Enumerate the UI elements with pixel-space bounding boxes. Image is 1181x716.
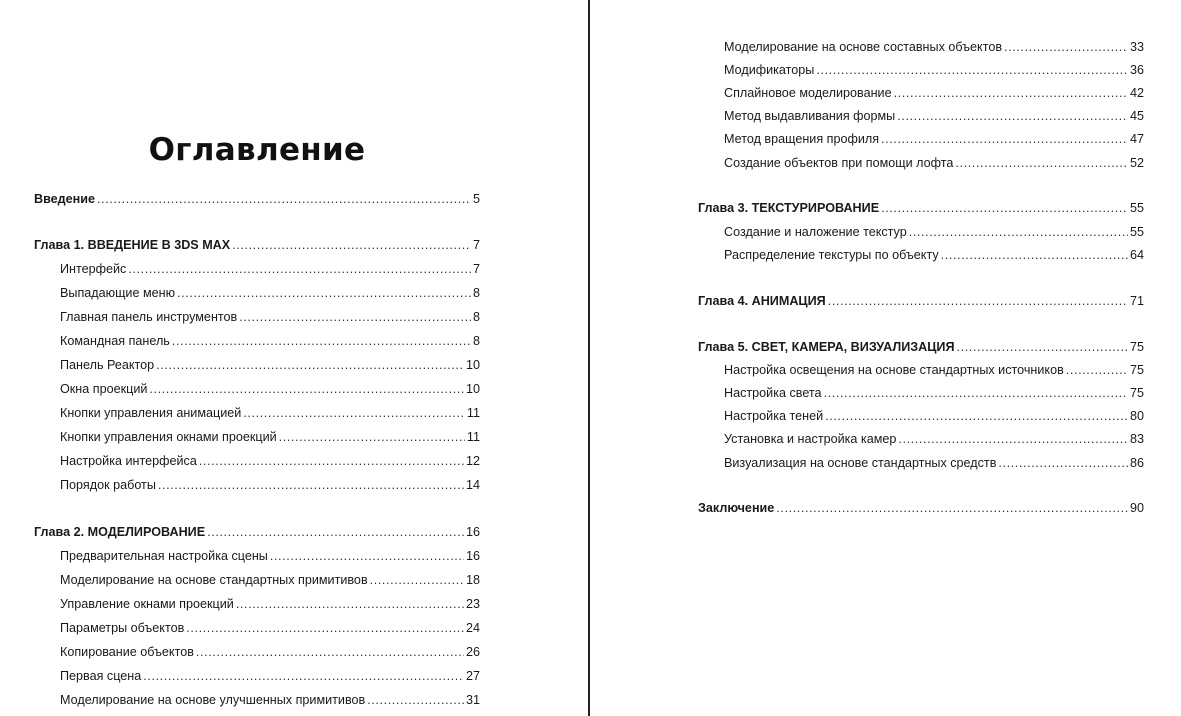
toc-entry-page: 52 <box>1129 156 1144 170</box>
dot-leader <box>243 405 465 421</box>
toc-entry-label: Модификаторы <box>724 63 815 77</box>
toc-entry-label: Моделирование на основе составных объектов <box>724 40 1003 54</box>
toc-entry-page: 31 <box>465 693 480 707</box>
toc-entry-page: 47 <box>1129 132 1144 146</box>
dot-leader <box>239 309 471 325</box>
toc-section-entry <box>60 381 480 397</box>
toc-entry-page: 8 <box>472 334 480 348</box>
toc-section-entry <box>724 39 1144 55</box>
toc-entry-label: Управление окнами проекций <box>60 597 234 611</box>
toc-section-entry <box>60 572 480 588</box>
toc-entry-label: Создание и наложение текстур <box>724 225 907 239</box>
dot-leader <box>143 668 464 684</box>
dot-leader <box>279 429 465 445</box>
toc-section-entry <box>60 309 480 325</box>
toc-entry-page: 42 <box>1129 86 1144 100</box>
toc-section-entry <box>724 431 1144 447</box>
toc-entry-page: 64 <box>1129 248 1144 262</box>
dot-leader <box>955 155 1128 171</box>
toc-entry-page: 71 <box>1129 294 1144 308</box>
toc-entry-page: 11 <box>466 430 480 444</box>
dot-leader <box>367 692 464 708</box>
toc-entry-label: Выпадающие меню <box>60 286 176 300</box>
toc-entry-page: 8 <box>472 286 480 300</box>
toc-entry-page: 14 <box>465 478 480 492</box>
dot-leader <box>149 381 464 397</box>
toc-section-entry <box>724 408 1144 424</box>
toc-entry-page: 12 <box>465 454 480 468</box>
toc-entry-label: Интерфейс <box>60 262 127 276</box>
dot-leader <box>207 524 464 540</box>
toc-entry-page: 18 <box>465 573 480 587</box>
toc-section-entry <box>60 261 480 277</box>
toc-section-entry <box>724 155 1144 171</box>
dot-leader <box>236 596 464 612</box>
toc-section-entry <box>724 247 1144 263</box>
dot-leader <box>824 385 1128 401</box>
toc-entry-page: 90 <box>1129 501 1144 515</box>
toc-entry-label: Настройка интерфейса <box>60 454 197 468</box>
toc-entry-label: Глава 4. АНИМАЦИЯ <box>698 294 826 308</box>
toc-section-entry <box>724 131 1144 147</box>
toc-section-entry <box>60 453 480 469</box>
toc-entry-label: Окна проекций <box>60 382 148 396</box>
toc-entry-page: 36 <box>1129 63 1144 77</box>
toc-entry-label: Создание объектов при помощи лофта <box>724 156 954 170</box>
dot-leader <box>199 453 464 469</box>
toc-entry-page: 27 <box>465 669 480 683</box>
toc-entry-page: 24 <box>465 621 480 635</box>
toc-section-entry <box>60 668 480 684</box>
toc-section-entry <box>60 596 480 612</box>
toc-section-entry <box>724 455 1144 471</box>
dot-leader <box>825 408 1128 424</box>
dot-leader <box>156 357 464 373</box>
toc-section-entry <box>60 429 480 445</box>
toc-section-entry <box>724 85 1144 101</box>
toc-section-entry <box>60 620 480 636</box>
page-title: Оглавление <box>148 132 366 168</box>
dot-leader <box>128 261 471 277</box>
toc-section-entry <box>60 285 480 301</box>
toc-entry-label: Распределение текстуры по объекту <box>724 248 939 262</box>
right-page <box>591 0 1181 716</box>
dot-leader <box>776 500 1128 516</box>
toc-entry-label: Введение <box>34 192 96 206</box>
dot-leader <box>177 285 471 301</box>
toc-entry-page: 75 <box>1129 340 1144 354</box>
toc-entry-label: Кнопки управления анимацией <box>60 406 242 420</box>
toc-entry-label: Командная панель <box>60 334 170 348</box>
toc-entry-page: 10 <box>465 358 480 372</box>
toc-chapter-entry <box>698 500 1144 516</box>
toc-section-entry <box>724 108 1144 124</box>
dot-leader <box>158 477 464 493</box>
dot-leader <box>828 293 1128 309</box>
toc-entry-label: Установка и настройка камер <box>724 432 897 446</box>
toc-entry-label: Сплайновое моделирование <box>724 86 892 100</box>
dot-leader <box>270 548 464 564</box>
dot-leader <box>196 644 464 660</box>
dot-leader <box>172 333 471 349</box>
toc-entry-label: Порядок работы <box>60 478 156 492</box>
dot-leader <box>894 85 1128 101</box>
toc-section-entry <box>60 692 480 708</box>
toc-entry-label: Заключение <box>698 501 775 515</box>
dot-leader <box>909 224 1128 240</box>
book-spine-divider <box>588 0 590 716</box>
dot-leader <box>816 62 1128 78</box>
toc-entry-label: Глава 3. ТЕКСТУРИРОВАНИЕ <box>698 201 880 215</box>
toc-entry-page: 75 <box>1129 386 1144 400</box>
toc-entry-label: Главная панель инструментов <box>60 310 238 324</box>
toc-entry-page: 86 <box>1129 456 1144 470</box>
toc-entry-label: Глава 5. СВЕТ, КАМЕРА, ВИЗУАЛИЗАЦИЯ <box>698 340 955 354</box>
toc-entry-page: 75 <box>1129 363 1144 377</box>
dot-leader <box>186 620 464 636</box>
toc-section-entry <box>724 62 1144 78</box>
toc-entry-label: Метод вращения профиля <box>724 132 880 146</box>
toc-chapter-entry <box>34 191 480 207</box>
toc-section-entry <box>60 405 480 421</box>
toc-entry-page: 83 <box>1129 432 1144 446</box>
toc-entry-label: Кнопки управления окнами проекций <box>60 430 277 444</box>
toc-entry-label: Визуализация на основе стандартных средств <box>724 456 997 470</box>
dot-leader <box>232 237 471 253</box>
toc-entry-label: Копирование объектов <box>60 645 194 659</box>
toc-entry-label: Моделирование на основе улучшенных примитивов <box>60 693 366 707</box>
toc-section-entry <box>60 548 480 564</box>
dot-leader <box>941 247 1128 263</box>
toc-section-entry <box>60 477 480 493</box>
toc-entry-page: 55 <box>1129 225 1144 239</box>
toc-entry-page: 5 <box>472 192 480 206</box>
left-page <box>0 0 588 716</box>
toc-chapter-entry <box>34 524 480 540</box>
toc-entry-label: Настройка света <box>724 386 822 400</box>
toc-entry-page: 7 <box>472 238 480 252</box>
toc-entry-page: 10 <box>465 382 480 396</box>
toc-entry-page: 11 <box>466 406 480 420</box>
toc-entry-label: Панель Реактор <box>60 358 155 372</box>
toc-entry-page: 23 <box>465 597 480 611</box>
toc-entry-page: 80 <box>1129 409 1144 423</box>
toc-entry-label: Моделирование на основе стандартных примитивов <box>60 573 368 587</box>
toc-chapter-entry <box>698 339 1144 355</box>
toc-entry-label: Глава 1. ВВЕДЕНИЕ В 3DS MAX <box>34 238 231 252</box>
toc-entry-label: Метод выдавливания формы <box>724 109 896 123</box>
dot-leader <box>97 191 471 207</box>
toc-entry-label: Первая сцена <box>60 669 142 683</box>
toc-chapter-entry <box>34 237 480 253</box>
toc-section-entry <box>724 362 1144 378</box>
dot-leader <box>881 131 1128 147</box>
toc-entry-page: 16 <box>465 549 480 563</box>
toc-entry-page: 8 <box>472 310 480 324</box>
toc-chapter-entry <box>698 200 1144 216</box>
toc-entry-page: 7 <box>472 262 480 276</box>
toc-section-entry <box>724 385 1144 401</box>
dot-leader <box>881 200 1128 216</box>
toc-entry-page: 33 <box>1129 40 1144 54</box>
toc-entry-label: Настройка освещения на основе стандартных источников <box>724 363 1064 377</box>
toc-entry-label: Глава 2. МОДЕЛИРОВАНИЕ <box>34 525 206 539</box>
dot-leader <box>898 431 1128 447</box>
toc-section-entry <box>60 644 480 660</box>
dot-leader <box>957 339 1128 355</box>
toc-entry-page: 45 <box>1129 109 1144 123</box>
toc-section-entry <box>724 224 1144 240</box>
dot-leader <box>897 108 1128 124</box>
toc-section-entry <box>60 333 480 349</box>
dot-leader <box>998 455 1128 471</box>
dot-leader <box>1004 39 1128 55</box>
toc-chapter-entry <box>698 293 1144 309</box>
toc-entry-label: Предварительная настройка сцены <box>60 549 268 563</box>
toc-entry-page: 16 <box>465 525 480 539</box>
toc-entry-label: Настройка теней <box>724 409 824 423</box>
toc-section-entry <box>60 357 480 373</box>
dot-leader <box>1066 362 1128 378</box>
toc-entry-page: 55 <box>1129 201 1144 215</box>
toc-entry-label: Параметры объектов <box>60 621 185 635</box>
toc-entry-page: 26 <box>465 645 480 659</box>
dot-leader <box>370 572 464 588</box>
